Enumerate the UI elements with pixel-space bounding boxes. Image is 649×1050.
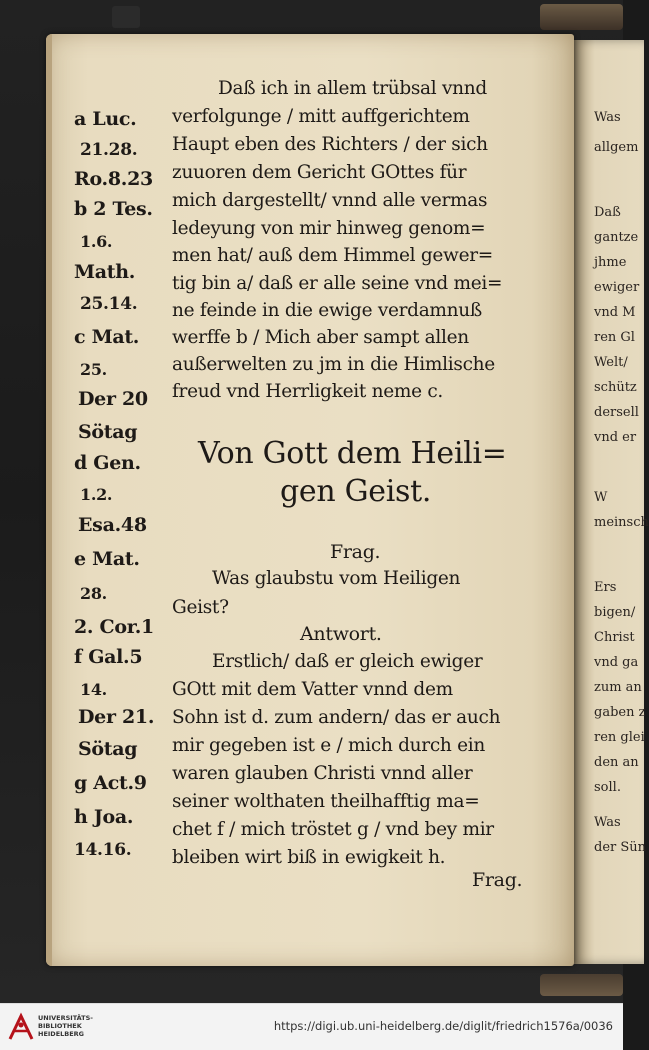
margin-note: Ro.8.23	[74, 168, 153, 190]
body-line: verfolgunge / mitt auffgerichtem	[172, 106, 470, 127]
facing-page-fragment: zum an	[594, 680, 642, 695]
antwort-label: Antwort.	[300, 623, 382, 645]
body-line: Daß ich in allem trübsal vnnd	[218, 78, 487, 99]
margin-note: a Luc.	[74, 108, 137, 130]
body-line: men hat/ auß dem Himmel gewer=	[172, 245, 493, 266]
facing-page-fragment: Welt/	[594, 355, 628, 370]
margin-note: 14.	[80, 680, 107, 699]
facing-page-fragment: schütz	[594, 380, 637, 395]
question-line: Was glaubstu vom Heiligen	[212, 568, 461, 589]
margin-note: c Mat.	[74, 326, 140, 348]
facing-page-fragment: W	[594, 490, 608, 505]
facing-page-edge	[574, 40, 649, 964]
facing-page-fragment: vnd M	[594, 305, 636, 320]
margin-note: 14.16.	[74, 840, 132, 860]
facing-page-fragment: dersell	[594, 405, 639, 420]
margin-note: 2. Cor.1	[74, 616, 154, 638]
body-line: mich dargestellt/ vnnd alle vermas	[172, 190, 488, 211]
facing-page-fragment: Was	[594, 815, 621, 830]
facing-page-fragment: allgem	[594, 140, 639, 155]
margin-note: h Joa.	[74, 806, 134, 828]
answer-line: mir gegeben ist e / mich durch ein	[172, 735, 485, 756]
margin-note: d Gen.	[74, 452, 141, 474]
facing-page-fragment: meinsch	[594, 515, 649, 530]
body-line: werffe b / Mich aber sampt allen	[172, 327, 469, 348]
margin-note: b 2 Tes.	[74, 198, 153, 220]
facing-page-fragment: Daß	[594, 205, 621, 220]
facing-page-fragment: ewiger	[594, 280, 640, 295]
margin-note: Sötag	[78, 738, 138, 760]
margin-note: 1.6.	[80, 232, 113, 251]
answer-line: waren glauben Christi vnnd aller	[172, 763, 473, 784]
facing-page-fragment: gaben z	[594, 705, 646, 720]
body-line: zuuoren dem Gericht GOttes für	[172, 162, 467, 183]
answer-line: GOtt mit dem Vatter vnnd dem	[172, 679, 453, 700]
book-clasp-top	[540, 4, 623, 30]
facing-page-fragment: ren glei	[594, 730, 645, 745]
margin-note: 1.2.	[80, 485, 113, 504]
margin-note: Math.	[74, 261, 136, 283]
answer-line: Erstlich/ daß er gleich ewiger	[212, 651, 483, 672]
body-line: ledeyung von mir hinweg genom=	[172, 218, 486, 239]
permalink-url[interactable]: https://digi.ub.uni-heidelberg.de/diglit/friedrich1576a/0036	[273, 1019, 613, 1033]
margin-note: 28.	[80, 584, 107, 603]
facing-page-fragment: bigen/	[594, 605, 636, 620]
margin-note: e Mat.	[74, 548, 140, 570]
university-logo-icon	[8, 1013, 34, 1041]
facing-page-fragment: gantze	[594, 230, 639, 245]
answer-line: seiner wolthaten theilhafftig ma=	[172, 791, 480, 812]
facing-page-fragment: vnd er	[594, 430, 637, 445]
facing-page-fragment: jhme	[594, 255, 627, 270]
facing-page-fragment: der Sün	[594, 840, 647, 855]
body-line: freud vnd Herrligkeit neme c.	[172, 381, 443, 402]
book-clasp-bottom	[540, 974, 623, 996]
library-name-line: UNIVERSITÄTS-	[38, 1014, 93, 1022]
section-heading: Von Gott dem Heili=	[198, 436, 507, 471]
margin-note: f Gal.5	[74, 646, 143, 668]
facing-page-fragment: Was	[594, 110, 621, 125]
body-line: tig bin a/ daß er alle seine vnd mei=	[172, 273, 503, 294]
catchword: Frag.	[472, 869, 523, 891]
body-line: außerwelten zu jm in die Himlische	[172, 354, 495, 375]
facing-page-fragment: vnd ga	[594, 655, 639, 670]
body-line: ne feinde in die ewige verdamnuß	[172, 300, 482, 321]
margin-note: 21.28.	[80, 140, 138, 160]
margin-note: Der 20	[78, 388, 148, 410]
library-name-line: HEIDELBERG	[38, 1030, 85, 1038]
margin-note: Esa.48	[78, 514, 147, 536]
answer-line: bleiben wirt biß in ewigkeit h.	[172, 847, 446, 868]
margin-note: g Act.9	[74, 772, 147, 794]
answer-line: chet f / mich tröstet g / vnd bey mir	[172, 819, 494, 840]
facing-page-fragment: Ers	[594, 580, 617, 595]
facing-page-fragment: den an	[594, 755, 639, 770]
facing-page-fragment: ren Gl	[594, 330, 635, 345]
library-name-line: BIBLIOTHEK	[38, 1022, 82, 1030]
section-heading: gen Geist.	[280, 474, 432, 509]
margin-note: Der 21.	[78, 706, 155, 728]
frag-label: Frag.	[330, 541, 381, 563]
facing-page-fragment: soll.	[594, 780, 621, 795]
bookmark-tab	[112, 6, 140, 28]
margin-note: Sötag	[78, 421, 138, 443]
body-line: Haupt eben des Richters / der sich	[172, 134, 488, 155]
facing-page-fragment: Christ	[594, 630, 635, 645]
margin-note: 25.	[80, 360, 107, 379]
library-name	[38, 1014, 93, 1038]
margin-note: 25.14.	[80, 294, 138, 314]
answer-line: Sohn ist d. zum andern/ das er auch	[172, 707, 501, 728]
viewer-footer	[0, 1003, 623, 1050]
question-line: Geist?	[172, 597, 229, 618]
